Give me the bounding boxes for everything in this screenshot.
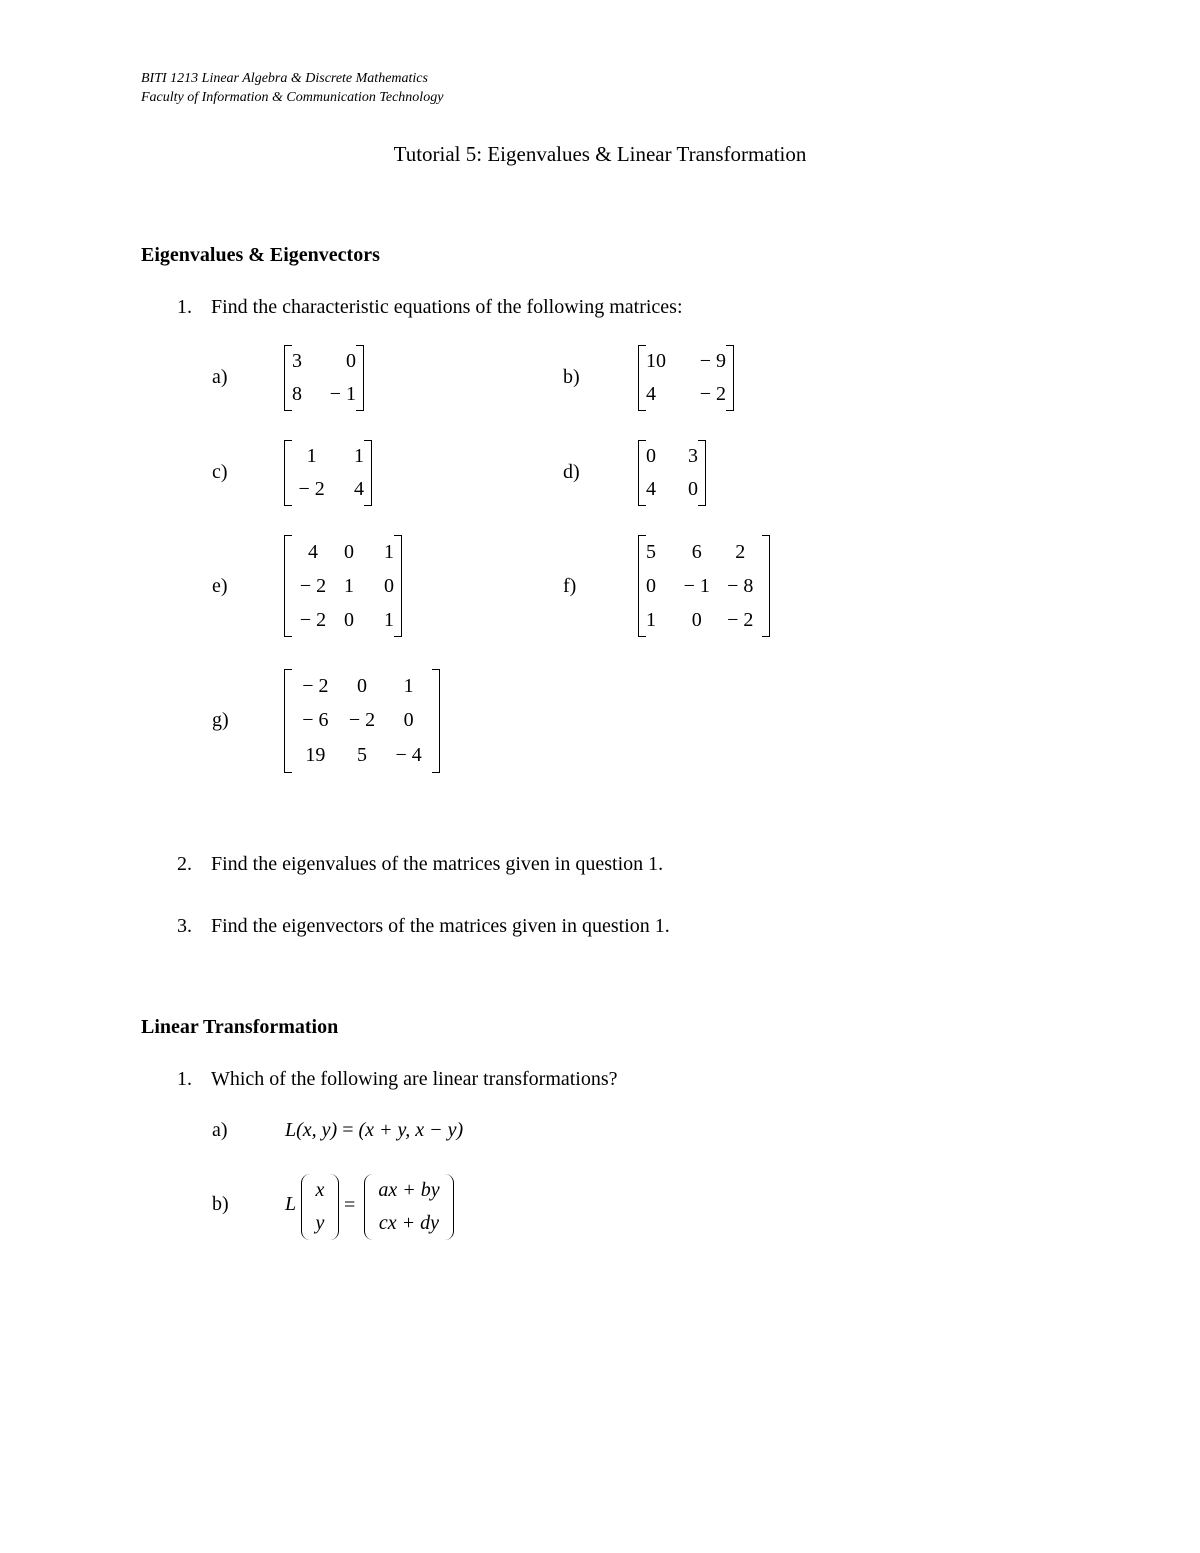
course-header: BITI 1213 Linear Algebra & Discrete Mathematics (141, 71, 428, 86)
vector-entry: cx + dy (378, 1212, 440, 1234)
matrix-cell: − 1 (329, 383, 356, 405)
matrix-label: d) (563, 461, 580, 483)
matrix-cell: 3 (292, 350, 302, 372)
matrix-f (638, 535, 770, 637)
faculty-header: Faculty of Information & Communication Technology (141, 90, 444, 105)
matrix-g (284, 669, 440, 773)
equals-sign: = (342, 1119, 354, 1141)
matrix-label: e) (212, 575, 228, 597)
question-number: 1. (177, 1068, 192, 1090)
matrix-cell: 1 (384, 608, 394, 631)
matrix-cell: − 1 (683, 574, 710, 597)
matrix-cell: − 4 (395, 744, 422, 767)
right-bracket (356, 345, 364, 411)
question-number: 1. (177, 296, 192, 318)
matrix-cell: 0 (384, 574, 394, 597)
vector-entry: ax + by (378, 1179, 440, 1201)
right-bracket (432, 669, 440, 773)
matrix-cell: 3 (688, 445, 698, 467)
matrix-cell: 0 (344, 540, 354, 563)
matrix-cell: − 2 (727, 608, 754, 631)
page-title: Tutorial 5: Eigenvalues & Linear Transformation (393, 142, 807, 166)
matrix-cell: 4 (646, 383, 656, 405)
matrix-cell: 1 (354, 445, 364, 467)
matrix-cell: − 6 (302, 709, 329, 732)
matrix-cell: 0 (346, 350, 356, 372)
function-name: L (285, 1119, 297, 1141)
matrix-cell: 19 (305, 744, 326, 767)
matrix-label: f) (563, 575, 577, 597)
input-vector (301, 1174, 339, 1240)
right-bracket (726, 345, 734, 411)
question-text: Which of the following are linear transformations? (211, 1068, 618, 1090)
left-bracket (284, 535, 292, 637)
matrix-cell: 4 (308, 540, 318, 563)
matrix-a (284, 345, 364, 411)
left-bracket (638, 535, 646, 637)
output-vector (364, 1174, 454, 1240)
matrix-cell: 0 (691, 608, 702, 631)
matrix-cell: − 2 (348, 709, 376, 732)
matrix-cell: − 2 (699, 383, 726, 405)
question-text: Find the characteristic equations of the following matrices: (211, 296, 683, 318)
function-output: (x + y, x − y) (358, 1119, 464, 1141)
matrix-cell: 5 (356, 744, 367, 767)
right-bracket (364, 440, 372, 506)
matrix-label: c) (212, 461, 228, 483)
matrix-cell: − 8 (727, 574, 754, 597)
matrix-cell: 0 (356, 674, 367, 697)
left-bracket (284, 440, 292, 506)
matrix-cell: − 2 (299, 574, 327, 597)
matrix-d (638, 440, 706, 506)
question-number: 3. (177, 915, 192, 937)
question-text: Find the eigenvalues of the matrices given in question 1. (211, 853, 664, 875)
function-args: (x, y) (296, 1119, 338, 1141)
matrix-cell: 10 (646, 350, 666, 372)
matrix-cell: 2 (735, 540, 746, 563)
matrix-cell: 0 (403, 709, 414, 732)
matrix-cell: 0 (344, 608, 354, 631)
left-bracket (638, 440, 646, 506)
section-heading-eigen: Eigenvalues & Eigenvectors (141, 244, 380, 266)
matrix-cell: 1 (344, 574, 354, 597)
right-paren (444, 1174, 454, 1240)
left-bracket (284, 669, 292, 773)
matrix-b (638, 345, 734, 411)
matrix-cell: 5 (646, 540, 656, 563)
matrix-cell: 1 (403, 674, 414, 697)
section-heading-linear: Linear Transformation (141, 1016, 339, 1038)
right-bracket (762, 535, 770, 637)
matrix-cell: 4 (354, 478, 364, 500)
matrix-label: a) (212, 366, 228, 388)
matrix-cell: − 9 (699, 350, 726, 372)
matrix-cell: 8 (292, 383, 302, 405)
right-bracket (698, 440, 706, 506)
matrix-cell: − 2 (298, 478, 325, 500)
left-bracket (638, 345, 646, 411)
item-label: b) (212, 1193, 229, 1215)
matrix-cell: 1 (306, 445, 317, 467)
right-bracket (394, 535, 402, 637)
matrix-c (284, 440, 372, 506)
vector-entry: y (315, 1212, 325, 1234)
left-paren (364, 1174, 374, 1240)
matrix-cell: 0 (646, 445, 656, 467)
item-label: a) (212, 1119, 228, 1141)
transformation-a (285, 1119, 463, 1142)
question-text: Find the eigenvectors of the matrices given in question 1. (211, 915, 670, 937)
question-number: 2. (177, 853, 192, 875)
matrix-cell: 4 (646, 478, 656, 500)
matrix-cell: 0 (688, 478, 698, 500)
matrix-cell: − 2 (299, 608, 327, 631)
vector-entry: x (315, 1179, 325, 1201)
equals-sign: = (344, 1194, 356, 1216)
matrix-e (284, 535, 402, 637)
matrix-label: g) (212, 709, 229, 731)
matrix-cell: − 2 (302, 674, 329, 697)
matrix-cell: 6 (691, 540, 702, 563)
matrix-cell: 0 (646, 574, 656, 597)
left-paren (301, 1174, 311, 1240)
left-bracket (284, 345, 292, 411)
matrix-cell: 1 (384, 540, 394, 563)
right-paren (329, 1174, 339, 1240)
function-name: L (285, 1193, 297, 1215)
matrix-cell: 1 (646, 608, 656, 631)
matrix-label: b) (563, 366, 580, 388)
